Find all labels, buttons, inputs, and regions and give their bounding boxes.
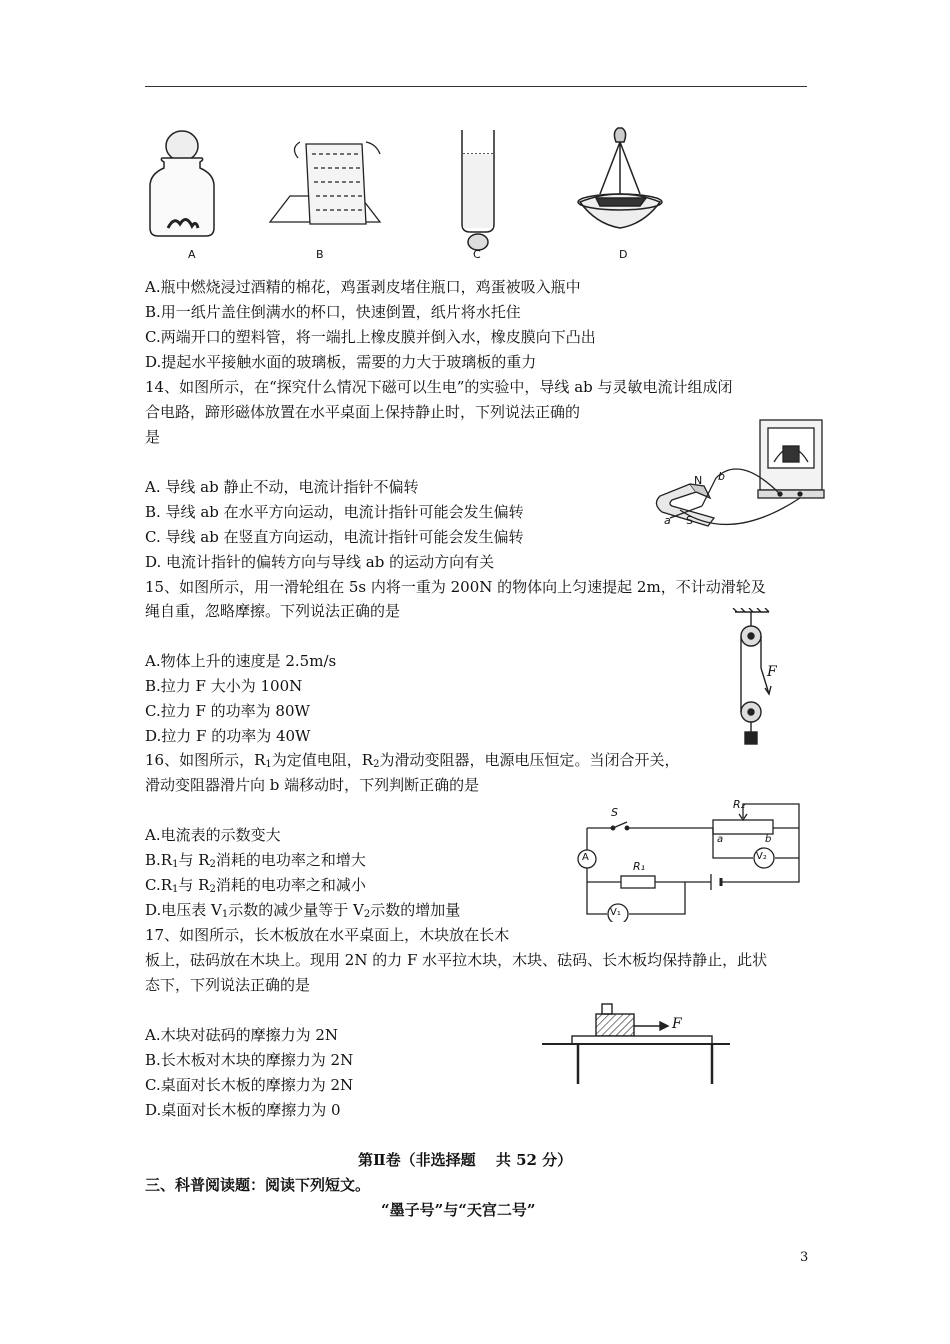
q13-option-a: A.瓶中燃烧浸过酒精的棉花，鸡蛋剥皮堵住瓶口，鸡蛋被吸入瓶中 [145,278,581,296]
q14-option-d: D. 电流计指针的偏转方向与导线 ab 的运动方向有关 [145,553,495,571]
figure-c-tube-membrane [462,130,494,250]
header-rule [145,86,807,87]
q16-b-sub1: 1 [172,859,179,870]
q17-stem-3: 态下，下列说法正确的是 [145,976,311,994]
q16-b-mid: 与 R [178,851,210,869]
q16-c-mid: 与 R [178,876,210,894]
q16-d-sub2: 2 [363,909,371,920]
q17-option-a: A.木块对砝码的摩擦力为 2N [145,1026,339,1044]
q14-stem-2: 合电路，蹄形磁体放置在水平桌面上保持静止时，下列说法正确的 [145,403,581,421]
wire-a-label: a [664,514,671,527]
q16-c-sub1: 1 [172,884,179,895]
q16-c-sub2: 2 [209,884,216,895]
article-title: “墨子号”与“天宫二号” [381,1201,536,1219]
q15-option-d: D.拉力 F 的功率为 40W [145,727,311,745]
q16-sub-2: 2 [373,759,380,770]
r1-label: R₁ [633,860,646,873]
q16-stem-part-a: 16、如图所示，R [145,751,266,769]
pulley-f-label: F [767,664,777,680]
q17-figure-board-block [538,1000,734,1090]
r2-label: R₂ [733,798,746,811]
q16-d-mid: 示数的减少量等于 V [228,901,364,919]
magnet-n-label: N [694,474,703,487]
q17-option-b: B.长木板对木块的摩擦力为 2N [145,1051,354,1069]
q14-option-b: B. 导线 ab 在水平方向运动，电流计指针可能会发生偏转 [145,503,524,521]
q16-b-pre: B.R [145,851,173,869]
q17-stem-2: 板上，砝码放在木块上。现用 2N 的力 F 水平拉木块，木块、砝码、长木板均保持静止，此状 [145,951,768,969]
magnet-s-label: S [686,514,693,527]
q15-figure-pulley [725,608,785,748]
q15-stem-2: 绳自重，忽略摩擦。下列说法正确的是 [145,602,401,620]
q16-d-post: 示数的增加量 [370,901,461,919]
ammeter-label: A [582,852,589,863]
q16-b-sub2: 2 [209,859,216,870]
q16-option-a: A.电流表的示数变大 [145,826,281,844]
q17-option-d: D.桌面对长木板的摩擦力为 0 [145,1101,341,1119]
q16-option-c [145,875,366,900]
q17-stem-1: 17、如图所示，长木板放在水平桌面上，木块放在长木 [145,926,510,944]
q16-sub-1: 1 [265,759,272,770]
figure-d-plate-bowl [578,128,662,228]
q14-figure-magnet-galvanometer [650,414,826,540]
q13-option-d: D.提起水平接触水面的玻璃板，需要的力大于玻璃板的重力 [145,353,537,371]
page-number: 3 [800,1250,809,1265]
q15-option-b: B.拉力 F 大小为 100N [145,677,303,695]
figure-a-bottle-egg [150,131,214,236]
q13-option-c: C.两端开口的塑料管，将一端扎上橡皮膜并倒入水，橡皮膜向下凸出 [145,328,596,346]
v2-label: V₂ [756,851,767,862]
q16-stem-part-c: 为滑动变阻器，电源电压恒定。当闭合开关， [379,751,680,769]
r2-b-label: b [765,834,772,845]
switch-s-label: S [611,806,618,819]
q15-option-a: A.物体上升的速度是 2.5m/s [145,652,337,670]
q16-option-d [145,900,460,925]
q16-option-b [145,850,366,875]
board-f-label: F [672,1016,682,1032]
q16-stem-1 [145,750,679,775]
q14-option-a: A. 导线 ab 静止不动，电流计指针不偏转 [145,478,419,496]
part3-heading: 三、科普阅读题：阅读下列短文。 [145,1176,371,1194]
wire-b-label: b [718,470,725,483]
q15-stem-1: 15、如图所示，用一滑轮组在 5s 内将一重为 200N 的物体向上匀速提起 2m，不计动滑轮及 [145,578,766,596]
q16-stem-2: 滑动变阻器滑片向 b 端移动时，下列判断正确的是 [145,776,480,794]
q13-figures [140,124,680,254]
figure-b-glass-plate [270,142,380,224]
figure-label-c: C [473,248,481,261]
figure-label-b: B [316,248,324,261]
q16-d-sub1: 1 [221,909,229,920]
v1-label: V₁ [610,907,621,918]
q17-option-c: C.桌面对长木板的摩擦力为 2N [145,1076,354,1094]
figure-label-d: D [619,248,628,261]
q14-stem-1: 14、如图所示，在“探究什么情况下磁可以生电”的实验中，导线 ab 与灵敏电流计组成闭 [145,378,733,396]
q16-c-post: 消耗的电功率之和减小 [215,876,366,894]
q14-stem-3: 是 [145,428,161,446]
q16-stem-part-b: 为定值电阻，R [271,751,374,769]
q16-figure-circuit [575,798,805,922]
r2-a-label: a [717,834,724,845]
q15-option-c: C.拉力 F 的功率为 80W [145,702,310,720]
section2-title: 第Ⅱ卷（非选择题 共 52 分） [358,1151,573,1169]
q16-b-post: 消耗的电功率之和增大 [215,851,366,869]
q13-option-b: B.用一纸片盖住倒满水的杯口，快速倒置，纸片将水托住 [145,303,521,321]
q14-option-c: C. 导线 ab 在竖直方向运动，电流计指针可能会发生偏转 [145,528,524,546]
q16-d-pre: D.电压表 V [145,901,222,919]
q16-c-pre: C.R [145,876,173,894]
figure-label-a: A [188,248,196,261]
